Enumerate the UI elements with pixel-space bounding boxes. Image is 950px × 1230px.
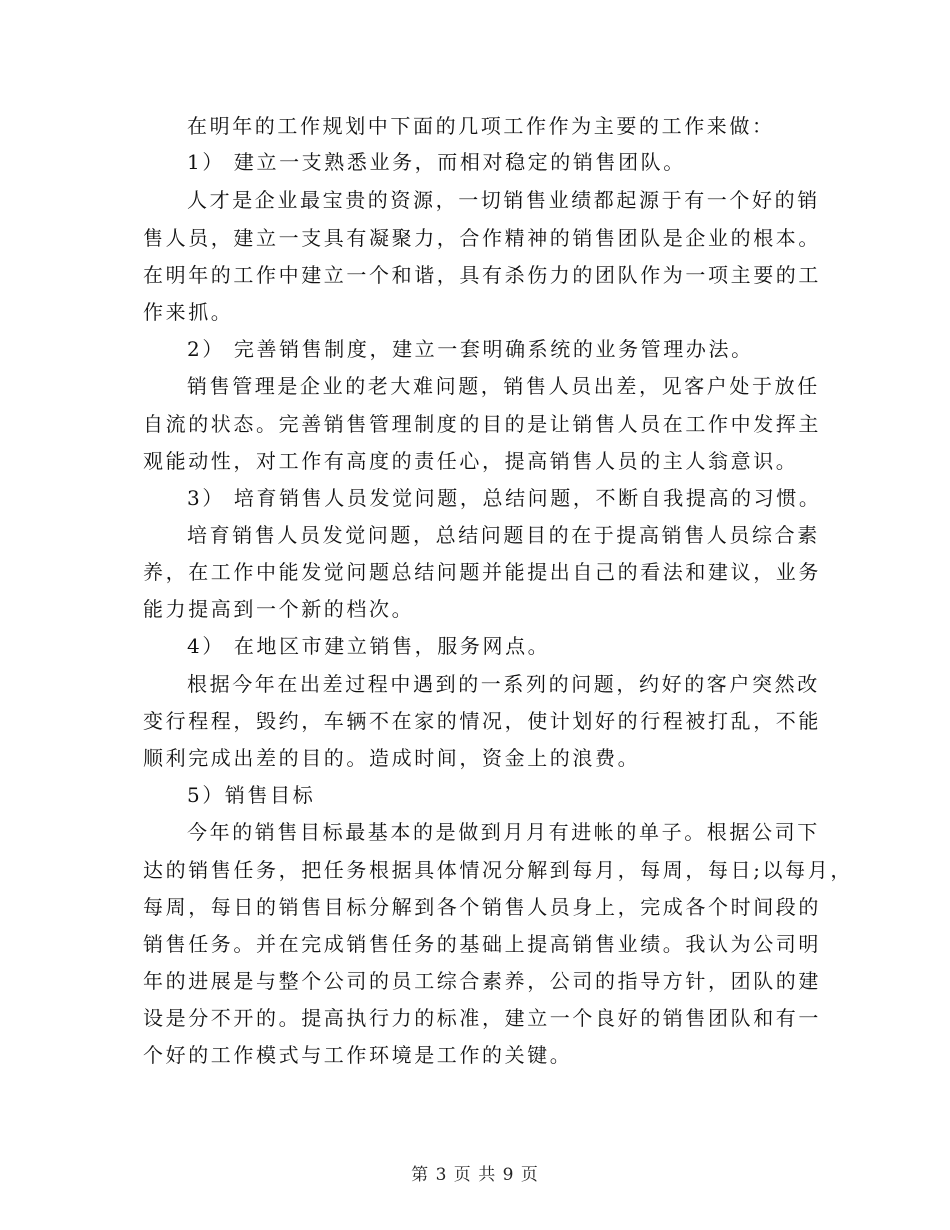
paragraph-line: 作来抓。 <box>143 300 234 324</box>
paragraph-line: 销售任务。并在完成销售任务的基础上提高销售业绩。我认为公司明 <box>143 932 821 956</box>
paragraph-line: 销售管理是企业的老大难问题，销售人员出差，见客户处于放任 <box>187 374 820 398</box>
paragraph-intro: 在明年的工作规划中下面的几项工作作为主要的工作来做： <box>187 114 775 138</box>
paragraph-line: 今年的销售目标最基本的是做到月月有进帐的单子。根据公司下 <box>187 820 820 844</box>
paragraph-line: 养，在工作中能发觉问题总结问题并能提出自己的看法和建议，业务 <box>143 560 821 584</box>
page-number-footer: 第 3 页 共 9 页 <box>411 1165 539 1185</box>
heading-item-5: 5）销售目标 <box>187 783 316 807</box>
heading-item-3: 3） 培育销售人员发觉问题，总结问题，不断自我提高的习惯。 <box>187 486 822 510</box>
paragraph-line: 培育销售人员发觉问题，总结问题目的在于提高销售人员综合素 <box>187 523 820 547</box>
paragraph-line: 个好的工作模式与工作环境是工作的关键。 <box>143 1043 573 1067</box>
paragraph-line: 设是分不开的。提高执行力的标准，建立一个良好的销售团队和有一 <box>143 1006 821 1030</box>
paragraph-line: 变行程程，毁约，车辆不在家的情况，使计划好的行程被打乱，不能 <box>143 709 821 733</box>
heading-item-1: 1） 建立一支熟悉业务，而相对稳定的销售团队。 <box>187 150 686 174</box>
paragraph-line: 根据今年在出差过程中遇到的一系列的问题，约好的客户突然改 <box>187 672 820 696</box>
paragraph-line: 每周，每日的销售目标分解到各个销售人员身上，完成各个时间段的 <box>143 895 821 919</box>
paragraph-line: 在明年的工作中建立一个和谐，具有杀伤力的团队作为一项主要的工 <box>143 263 821 287</box>
paragraph-line: 达的销售任务，把任务根据具体情况分解到每月，每周，每日;以每月， <box>143 858 853 882</box>
heading-item-2: 2） 完善销售制度，建立一套明确系统的业务管理办法。 <box>187 337 754 361</box>
heading-item-4: 4） 在地区市建立销售，服务网点。 <box>187 634 551 658</box>
paragraph-line: 年的进展是与整个公司的员工综合素养，公司的指导方针，团队的建 <box>143 969 821 993</box>
paragraph-line: 顺利完成出差的目的。造成时间，资金上的浪费。 <box>143 746 641 770</box>
paragraph-line: 能力提高到一个新的档次。 <box>143 597 415 621</box>
paragraph-line: 售人员，建立一支具有凝聚力，合作精神的销售团队是企业的根本。 <box>143 226 821 250</box>
paragraph-line: 人才是企业最宝贵的资源，一切销售业绩都起源于有一个好的销 <box>187 188 820 212</box>
paragraph-line: 观能动性，对工作有高度的责任心，提高销售人员的主人翁意识。 <box>143 449 799 473</box>
paragraph-line: 自流的状态。完善销售管理制度的目的是让销售人员在工作中发挥主 <box>143 412 821 436</box>
